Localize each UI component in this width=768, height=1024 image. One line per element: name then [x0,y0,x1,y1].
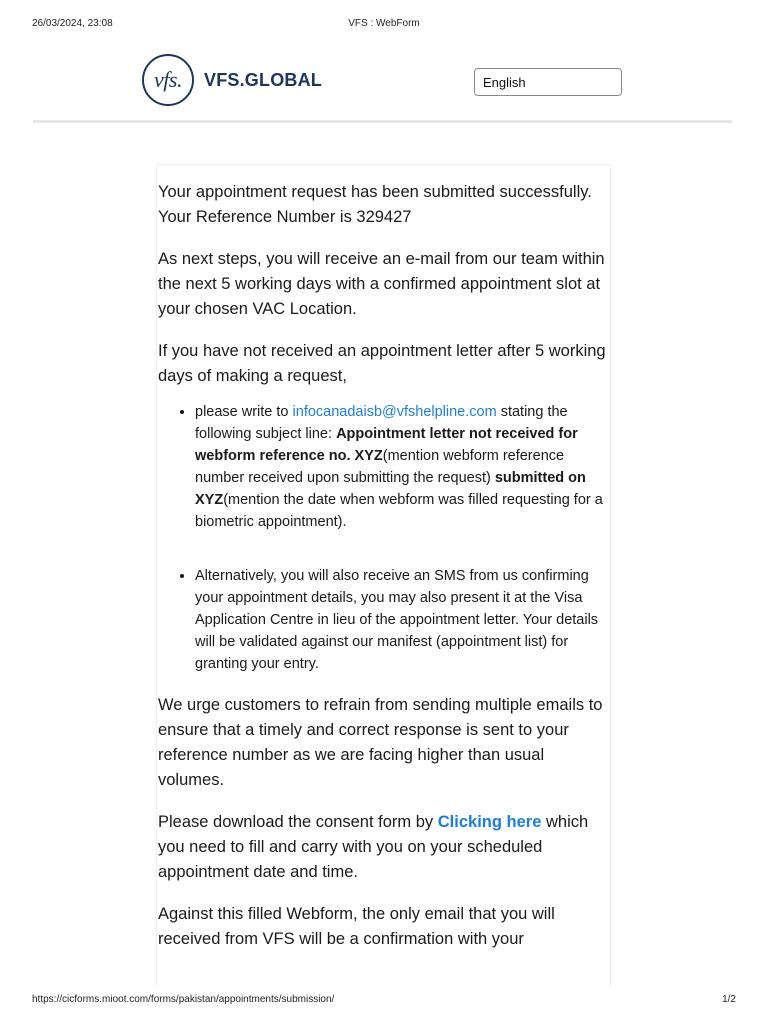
consent-form-link[interactable]: Clicking here [437,813,542,831]
vfs-logo[interactable] [142,54,322,106]
header-divider [33,120,732,123]
print-page-number: 1/2 [722,994,736,1005]
consent-form-message: Please download the consent form by Clicking here which you need to fill and carry with you on your scheduled appointment date and time. [158,813,589,881]
no-letter-message: If you have not received an appointment letter after 5 working days of making a request, [158,342,606,385]
submitted-on-text: submitted on XYZ [195,470,586,508]
list-item-sms-instructions: • Alternatively, you will also receive an SMS from us confirming your appointment details, you may also present it at the Visa Application Centre in lieu of the appointment letter. Your details will be validated against our manifest (appointment list) for granting your entry. [195,565,610,675]
list-item-email-instructions: • please write to infocanadaisb@vfshelpline.com stating the following subject line: Appointment letter not received for webform reference no. XYZ(mention webform reference number received upon submitting the request) submitted on XYZ(mention the date when webform was filled requesting for a biometric appointment). [195,401,610,533]
submission-message: Your appointment request has been submitted successfully. Your Reference Number is 329427 [158,183,592,226]
next-steps-message: As next steps, you will receive an e-mail from our team within the next 5 working days with a confirmed appointment slot at your chosen VAC Location. [158,250,605,318]
instructions-list [158,401,610,675]
helpline-email-link[interactable]: infocanadaisb@vfshelpline.com [292,404,497,420]
print-url: https://cicforms.mioot.com/forms/pakistan/appointments/submission/ [32,994,335,1005]
print-datetime: 26/03/2024, 23:08 [32,18,113,29]
vfs-logo-text: VFS.GLOBAL [204,69,322,90]
subject-line-text: Appointment letter not received for webform reference no. XYZ [195,426,578,464]
print-header [0,18,768,32]
language-select[interactable]: English [474,68,622,96]
vfs-logo-mark: vfs. [142,54,194,106]
print-title: VFS : WebForm [348,18,420,29]
webform-email-message: Against this filled Webform, the only email that you will received from VFS will be a confirmation with your [158,905,555,948]
confirmation-content [158,180,610,969]
print-footer [0,994,768,1008]
urge-customers-message: We urge customers to refrain from sending multiple emails to ensure that a timely and correct response is sent to your reference number as we are facing higher than usual volumes. [158,696,603,789]
site-header [33,54,732,122]
